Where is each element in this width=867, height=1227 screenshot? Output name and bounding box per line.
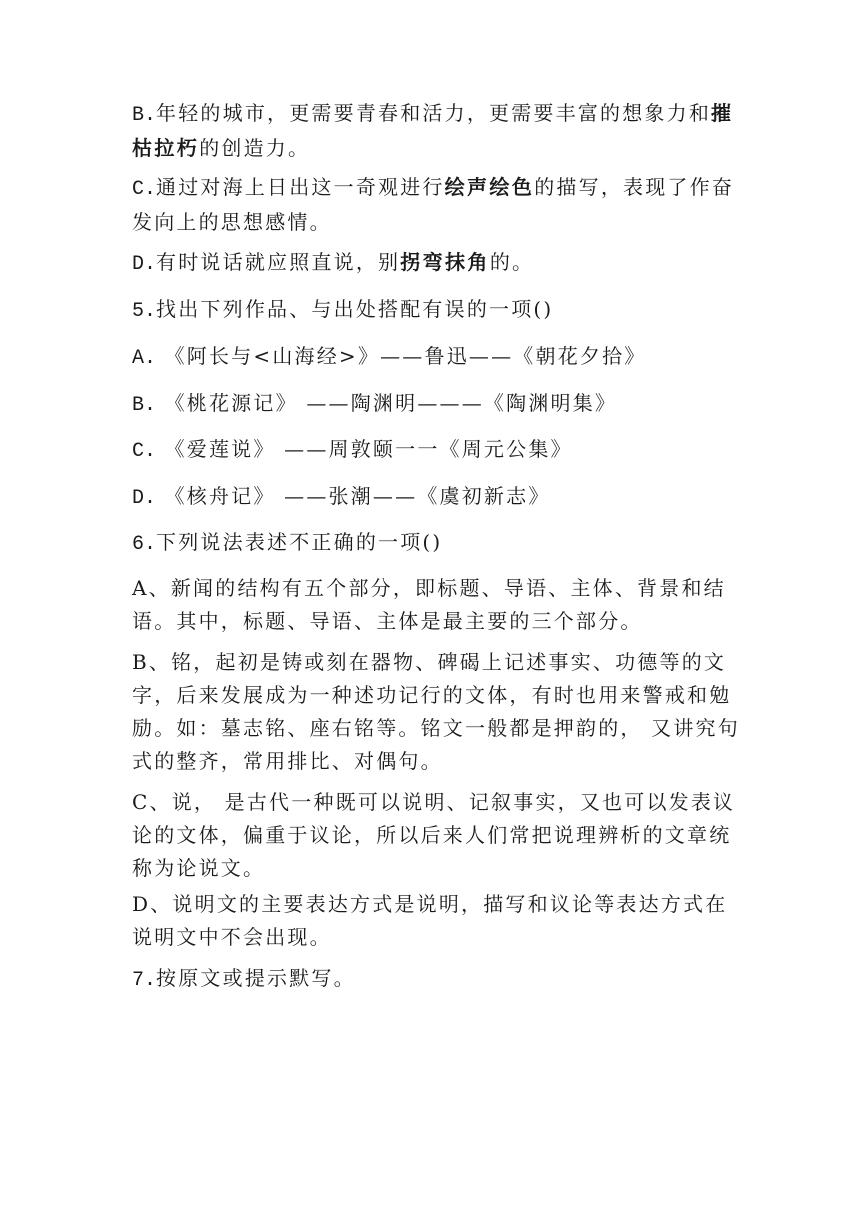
q5-option-b-prefix: B. [132,394,157,417]
q4-option-b-idiom-start: 摧 [711,101,734,125]
q4-option-d-prefix: D. [132,253,157,276]
q4-option-d [132,246,742,281]
q5-option-a-text: 《阿长与<山海经>》——鲁迅——《朝花夕拾》 [156,344,647,368]
q5-option-c-text: 《爱莲说》 ——周敦颐一一《周元公集》 [156,437,573,461]
q5-stem-text: 找出下列作品、与出处搭配有误的一项() [156,297,554,321]
q5-option-a [132,340,742,375]
q4-option-c-text-3: 发向上的思想感情。 [132,210,332,234]
q5-stem [132,293,742,328]
q6-stem-text: 下列说法表述不正确的一项() [156,530,443,554]
q5-number: 5. [132,300,157,323]
q7-number: 7. [132,969,157,992]
q5-option-a-prefix: A. [132,347,157,370]
q4-option-c [132,171,742,239]
q7-stem [132,962,742,997]
q6-stem [132,526,742,561]
q4-option-c-idiom: 绘声绘色 [444,175,535,199]
q4-option-d-text-2: 的。 [489,250,535,274]
q6-option-d: D、说明文的主要表达方式是说明，描写和议论等表达方式在说明文中不会出现。 [132,892,728,949]
q6-number: 6. [132,533,157,556]
q5-option-d [132,480,742,515]
q4-option-b [132,97,742,165]
q7-stem-text: 按原文或提示默写。 [156,966,356,990]
q4-option-c-text-2: 的描写，表现了作奋 [534,175,735,199]
q4-option-b-text: 年轻的城市，更需要青春和活力，更需要丰富的想象力和 [156,101,712,125]
q4-option-b-text-end: 的创造力。 [199,136,311,160]
q5-option-d-text: 《核舟记》 ——张潮——《虞初新志》 [156,484,551,508]
q5-option-d-prefix: D. [132,487,157,510]
q5-option-b-text: 《桃花源记》 ——陶渊明———《陶渊明集》 [156,391,618,415]
q4-option-c-text: 通过对海上日出这一奇观进行 [156,175,445,199]
q6-option-b: B、铭，起初是铸或刻在器物、碑碣上记述事实、功德等的文字，后来发展成为一种述功记行的文体，有时也用来警戒和勉励。如：墓志铭、座右铭等。铭文一般都是押韵的， 又讲究句式的整齐，常用排比、对偶句。 [132,650,740,773]
q4-option-b-idiom-end: 枯拉朽 [132,136,200,160]
q4-option-d-idiom: 拐弯抹角 [400,250,490,274]
q5-option-c [132,433,742,468]
q6-option-a: A、新闻的结构有五个部分，即标题、导语、主体、背景和结语。其中，标题、导语、主体是最主要的三个部分。 [132,576,726,633]
q4-option-d-text: 有时说话就应照直说，别 [156,250,401,274]
q4-option-c-prefix: C. [132,178,157,201]
q5-option-b [132,387,742,422]
q5-option-c-prefix: C. [132,440,157,463]
q6-option-c: C、说， 是古代一种既可以说明、记叙事实，又也可以发表议论的文体，偏重于议论，所以后来人们常把说理辨析的文章统称为论说文。 [132,790,736,880]
q4-option-b-prefix: B. [132,104,157,127]
